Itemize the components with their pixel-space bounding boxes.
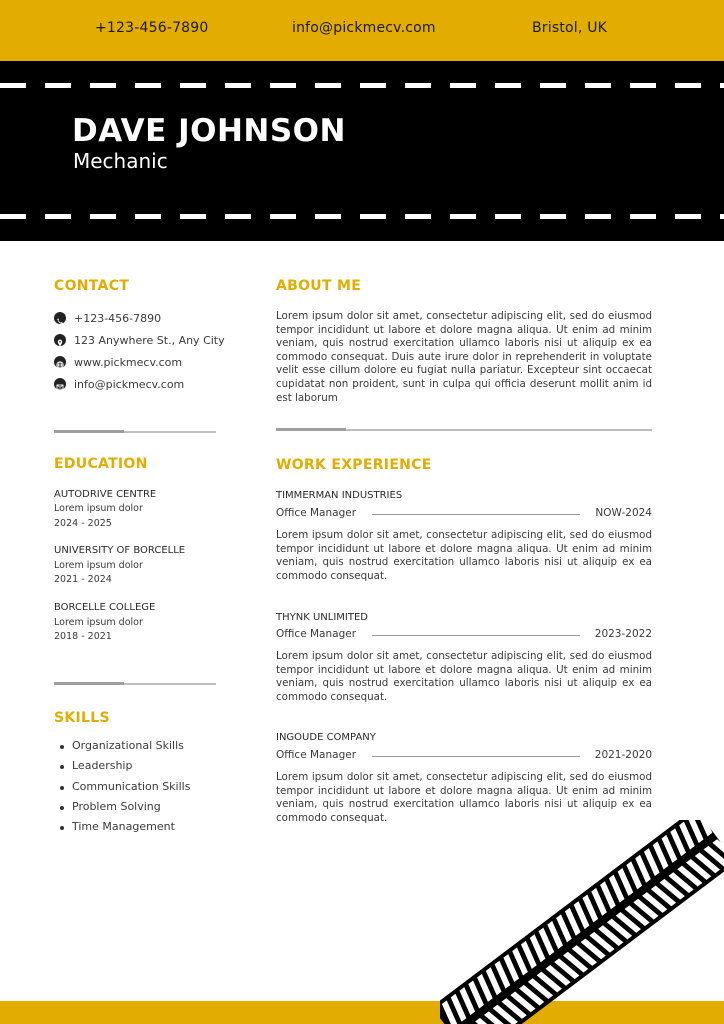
road-dash	[315, 83, 341, 88]
job-company-2: THYNK UNLIMITED	[276, 612, 368, 623]
about-text: Lorem ipsum dolor sit amet, consectetur adipiscing elit, sed do eiusmod tempor incididunt ut labore et dolore magna aliqua. Ut enim ad minim veniam, quis nostrud exercitation ullamco laboris nisi ut aliquip ex ea commodo consequat. Duis aute irure dolor in reprehenderit in voluptate velit esse cillum dolore eu fugiat nulla pariatur. Excepteur sint occaecat cupidatat non proident, sunt in culpa qui officia deserunt mollit anim id est laborum	[276, 310, 652, 404]
road-dash	[360, 83, 386, 88]
road-dash	[225, 214, 251, 219]
edu-detail-1: Lorem ipsum dolor	[54, 503, 143, 514]
location-pin-icon	[54, 334, 66, 346]
right-divider	[276, 429, 652, 431]
edu-years-2: 2021 - 2024	[54, 574, 112, 585]
about-heading: ABOUT ME	[276, 278, 362, 294]
job-company-1: TIMMERMAN INDUSTRIES	[276, 490, 403, 501]
edu-years-1: 2024 - 2025	[54, 518, 112, 529]
road-dash	[450, 83, 476, 88]
contact-phone-text: +123-456-7890	[74, 311, 162, 325]
job-rule	[372, 756, 580, 757]
road-dash	[135, 214, 161, 219]
email-icon	[54, 378, 66, 390]
road-dash	[270, 214, 296, 219]
job-description-2: Lorem ipsum dolor sit amet, consectetur adipiscing elit, sed do eiusmod tempor incididunt ut labore et dolore magna aliqua. Ut enim ad minim veniam, quis nostrud exercitation ullamco laboris nisi ut aliquip ex ea commodo consequat.	[276, 650, 652, 703]
job-description-1: Lorem ipsum dolor sit amet, consectetur adipiscing elit, sed do eiusmod tempor incididunt ut labore et dolore magna aliqua. Ut enim ad minim veniam, quis nostrud exercitation ullamco laboris nisi ut aliquip ex ea commodo consequat.	[276, 529, 652, 582]
job-position-2: Office Manager	[276, 628, 357, 640]
skill-item: Communication Skills	[60, 780, 190, 793]
job-dates-3: 2021-2020	[594, 749, 652, 761]
road-dash	[0, 214, 26, 219]
road-dash	[450, 214, 476, 219]
road-dash	[270, 83, 296, 88]
contact-address	[54, 333, 225, 347]
road-dash	[630, 214, 656, 219]
top-contact-bar	[0, 0, 724, 61]
top-phone: +123-456-7890	[95, 20, 209, 36]
road-dash	[45, 83, 71, 88]
globe-icon	[54, 356, 66, 368]
edu-school-1: AUTODRIVE CENTRE	[54, 489, 157, 500]
skill-item: Organizational Skills	[60, 739, 184, 752]
road-dash	[0, 83, 26, 88]
candidate-role: Mechanic	[73, 149, 168, 173]
edu-years-3: 2018 - 2021	[54, 631, 112, 642]
top-email: info@pickmecv.com	[292, 20, 436, 36]
contact-phone	[54, 311, 161, 325]
job-row-2	[276, 628, 652, 642]
road-dash	[675, 214, 701, 219]
road-dash	[405, 214, 431, 219]
skill-item: Problem Solving	[60, 800, 161, 813]
job-dates-2: 2023-2022	[594, 628, 652, 640]
contact-email-text[interactable]: info@pickmecv.com	[74, 377, 185, 391]
tire-track-graphic	[440, 820, 724, 1024]
road-dash	[720, 214, 724, 219]
contact-website[interactable]	[54, 355, 182, 369]
left-divider-1	[54, 431, 216, 433]
road-dash	[405, 83, 431, 88]
road-dash	[225, 83, 251, 88]
left-divider-2	[54, 683, 216, 685]
road-dash	[630, 83, 656, 88]
road-dash	[585, 214, 611, 219]
road-dash	[585, 83, 611, 88]
job-position-3: Office Manager	[276, 749, 357, 761]
road-dashes-top	[0, 83, 724, 88]
education-heading: EDUCATION	[54, 456, 148, 472]
job-position-1: Office Manager	[276, 507, 357, 519]
skills-heading: SKILLS	[54, 710, 110, 726]
skill-item: Leadership	[60, 759, 132, 772]
contact-heading: CONTACT	[54, 278, 130, 294]
road-dash	[90, 214, 116, 219]
road-dash	[135, 83, 161, 88]
contact-website-text[interactable]: www.pickmecv.com	[74, 355, 183, 369]
contact-email[interactable]	[54, 377, 184, 391]
contact-address-text: 123 Anywhere St., Any City	[74, 333, 225, 347]
job-rule	[372, 635, 580, 636]
road-dash	[540, 214, 566, 219]
road-dash	[495, 214, 521, 219]
job-rule	[372, 514, 580, 515]
job-dates-1: NOW-2024	[595, 507, 652, 519]
edu-school-2: UNIVERSITY OF BORCELLE	[54, 545, 186, 556]
job-row-1	[276, 507, 652, 521]
edu-school-3: BORCELLE COLLEGE	[54, 602, 156, 613]
road-dash	[495, 83, 521, 88]
candidate-name: DAVE JOHNSON	[72, 113, 346, 149]
edu-detail-3: Lorem ipsum dolor	[54, 617, 143, 628]
road-dash	[180, 214, 206, 219]
name-header	[0, 61, 724, 241]
skill-item: Time Management	[60, 820, 175, 833]
edu-detail-2: Lorem ipsum dolor	[54, 560, 143, 571]
road-dash	[540, 83, 566, 88]
work-heading: WORK EXPERIENCE	[276, 457, 432, 473]
phone-icon	[54, 312, 66, 324]
road-dash	[90, 83, 116, 88]
road-dash	[720, 83, 724, 88]
job-company-3: INGOUDE COMPANY	[276, 732, 376, 743]
road-dash	[315, 214, 341, 219]
road-dash	[180, 83, 206, 88]
job-description-3: Lorem ipsum dolor sit amet, consectetur adipiscing elit, sed do eiusmod tempor incididunt ut labore et dolore magna aliqua. Ut enim ad minim veniam, quis nostrud exercitation ullamco laboris nisi ut aliquip ex ea commodo consequat.	[276, 771, 652, 824]
road-dash	[675, 83, 701, 88]
road-dash	[360, 214, 386, 219]
top-location: Bristol, UK	[532, 20, 608, 36]
road-dash	[45, 214, 71, 219]
road-dashes-bottom	[0, 214, 724, 219]
job-row-3	[276, 749, 652, 763]
